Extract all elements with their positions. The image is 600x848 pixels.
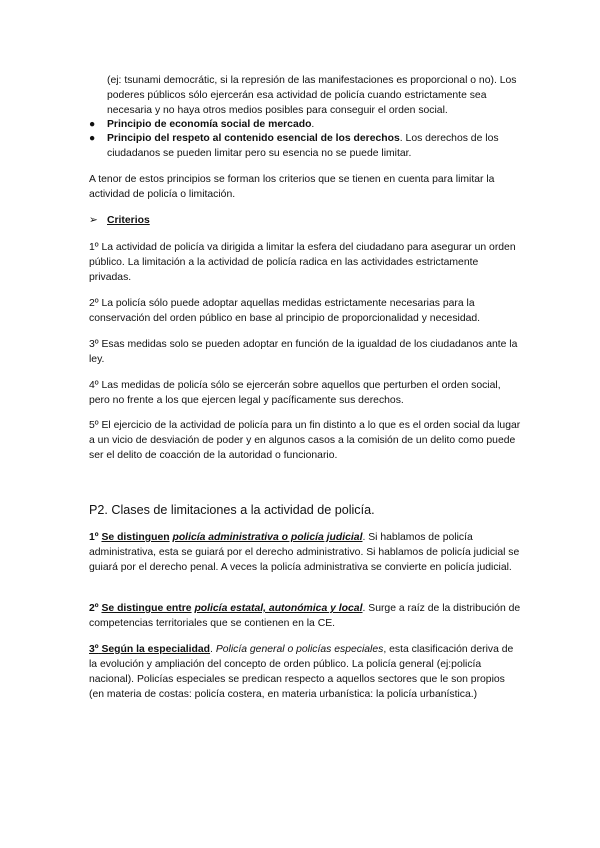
criterios-title: Criterios <box>107 215 150 226</box>
criterio-item: 5º El ejercicio de la actividad de policía para un fin distinto a lo que es el orden social da lugar a un vicio de desviación de poder y en algunos casos a la comisión de un delito como puede ser el delito de coacción de la autoridad o funcionario. <box>89 420 521 461</box>
bullet-icon: ● <box>89 133 96 144</box>
criterio-item: 2º La policía sólo puede adoptar aquellas medidas estrictamente necesarias para la conservación del orden público en base al principio de proporcionalidad y necesidad. <box>89 298 481 324</box>
criterios-heading <box>89 213 521 228</box>
bullet-icon: ● <box>89 119 96 130</box>
bullet-bold-text: Principio del respeto al contenido esencial de los derechos <box>107 133 400 144</box>
arrow-icon: ➢ <box>89 215 98 226</box>
bullet-rest-text: . Los derechos de los ciudadanos se pueden limitar pero su esencia no se puede limitar. <box>107 133 499 159</box>
summary-paragraph: A tenor de estos principios se forman los criterios que se tienen en cuenta para limitar la actividad de policía o limitación. <box>89 174 495 200</box>
clase-item: 3º Según la especialidad. Policía general o policías especiales, esta clasificación deriva de la evolución y ampliación del concepto de orden público. La policía general (ej:policía nacional). Policías especiales se predican respecto a aquellos sectores que le son propios (en materia de costas: policía costera, en materia urbanística: la policía urbanística.) <box>89 644 514 700</box>
criterio-item: 4º Las medidas de policía sólo se ejercerán sobre aquellos que perturben el orden social, pero no frente a los que ejercen legal y pacíficamente sus derechos. <box>89 380 501 406</box>
bullet-bold-text: Principio de economía social de mercado <box>107 119 312 130</box>
criterio-item: 1º La actividad de policía va dirigida a limitar la esfera del ciudadano para asegurar un orden público. La limitación a la actividad de policía radica en las actividades estrictamente privadas. <box>89 242 516 283</box>
clase-item: 2º Se distingue entre policía estatal, autonómica y local. Surge a raíz de la distribución de competencias territoriales que se contienen en la CE. <box>89 603 521 629</box>
continuation-paragraph: (ej: tsunami democrátic, si la represión de las manifestaciones es proporcional o no). Los poderes públicos sólo ejercerán esa actividad de policía cuando estrictamente sea necesaria y no haya otros medios posibles para conseguir el orden social. <box>107 75 517 116</box>
bullet-rest-text: . <box>311 119 315 130</box>
criterio-item: 3º Esas medidas solo se pueden adoptar en función de la igualdad de los ciudadanos ante la ley. <box>89 339 518 365</box>
section-heading: P2. Clases de limitaciones a la actividad de policía. <box>89 503 375 517</box>
clase-item: 1º Se distinguen policía administrativa o policía judicial. Si hablamos de policía administrativa, esta se guiará por el derecho administrativo. Si hablamos de policía judicial se guiará por el derecho penal. A veces la policía administrativa se convierte en policía judicial. <box>89 532 520 573</box>
